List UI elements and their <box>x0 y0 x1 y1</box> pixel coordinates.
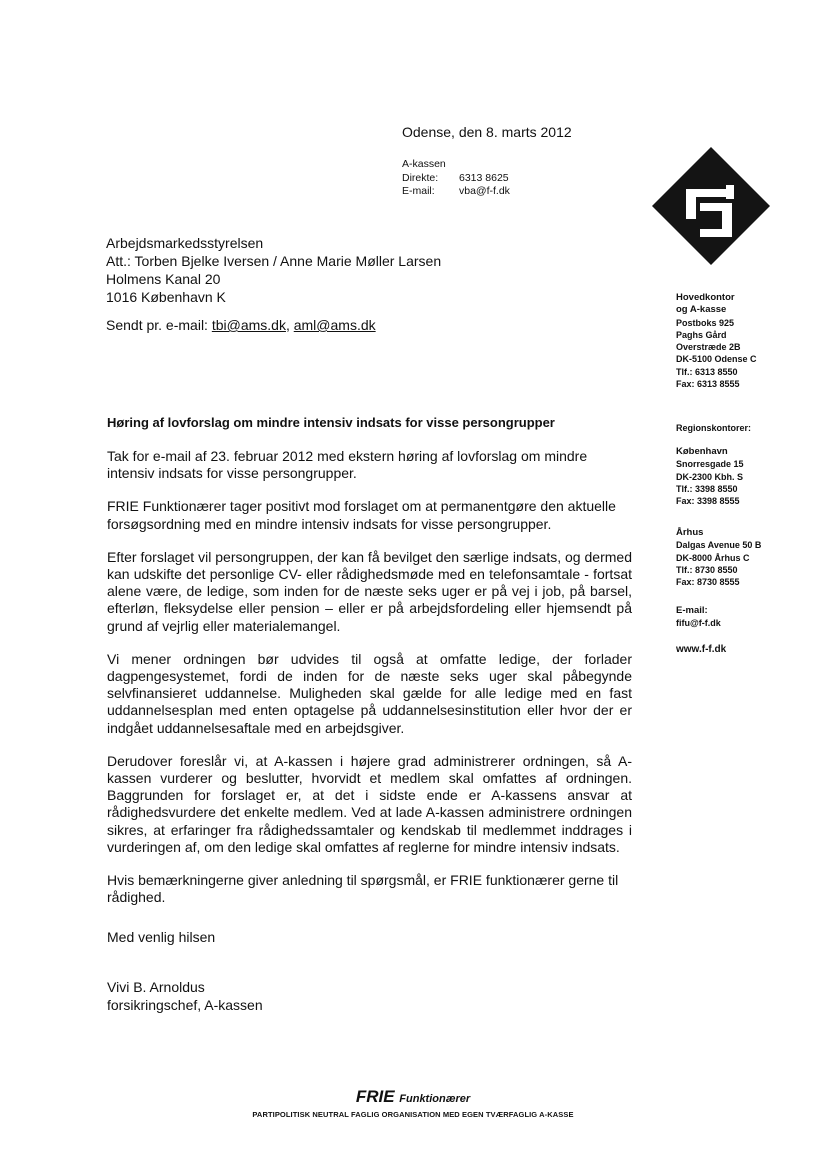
sidebar-aarhus-office <box>676 527 761 588</box>
sidebar-line: DK-8000 Århus C <box>676 552 750 563</box>
recipient-line: 1016 København K <box>106 289 226 305</box>
email-label: E-mail: <box>402 185 435 197</box>
footer-brand-sub: Funktionærer <box>399 1093 471 1105</box>
direct-label: Direkte: <box>402 171 439 184</box>
recipient-address <box>106 234 441 306</box>
sender-department: A-kassen <box>402 158 446 170</box>
letter-subject: Høring af lovforslag om mindre intensiv indsats for visse persongrupper <box>107 415 555 430</box>
body-paragraph: FRIE Funktionærer tager positivt mod forslaget om at permanentgøre den aktuelle forsøgsordning med en mindre intensiv indsats for visse persongrupper. <box>107 498 616 532</box>
footer-brand-name: FRIE <box>355 1087 395 1106</box>
body-paragraph: Efter forslaget vil persongruppen, der kan få bevilget den særlige indsats, og dermed kan udskifte det personlige CV- eller rådighedsmøde med en telefonsamtale - fortsat alene være, de ledige, som inden for de næste seks uger er på vej i job, på barsel, efterløn, fleksydelse eller pension – eller er på arbejdsfordeling eller hjemsendt på grund af vejrlig eller materialemangel. <box>107 548 632 634</box>
sidebar-head-office <box>676 292 757 390</box>
signer-name: Vivi B. Arnoldus <box>107 979 205 995</box>
closing-greeting: Med venlig hilsen <box>107 929 216 945</box>
letter-date: Odense, den 8. marts 2012 <box>402 124 572 140</box>
sidebar-line: Paghs Gård <box>676 329 727 340</box>
email-link-aml[interactable]: aml@ams.dk <box>293 317 376 333</box>
sidebar-line: Overstræde 2B <box>676 342 741 353</box>
sidebar-website-link[interactable]: www.f-f.dk <box>676 644 727 655</box>
body-paragraph: Derudover foreslår vi, at A-kassen i højere grad administrerer ordningen, så A-kassen vurderer og beslutter, hvorvidt et medlem skal omfattes af ordningen. Baggrunden for forslaget er, at det i sidste ende er A-kassens ansvar at rådighedsvurdere det enkelte medlem. Ved at lade A-kassen administrere ordningen sikres, at erfaringer fra rådighedssamtaler og kendskab til medlemmet inddrages i vurderingen af, om den ledige skal omfattes af reglerne for mindre intensiv indsats. <box>107 752 632 855</box>
recipient-line: Arbejdsmarkedsstyrelsen <box>106 235 264 251</box>
sidebar-line: Dalgas Avenue 50 B <box>676 540 762 551</box>
frie-logo-icon <box>650 145 772 267</box>
sidebar-line: Fax: 3398 8555 <box>676 496 740 507</box>
sidebar-line: og A-kasse <box>676 304 727 316</box>
body-paragraph: Tak for e-mail af 23. februar 2012 med ekstern høring af lovforslag om mindre intensiv indsats for visse persongrupper. <box>107 448 588 482</box>
letter-body <box>107 448 632 922</box>
sidebar-line: Tlf.: 8730 8550 <box>676 564 738 575</box>
sidebar-copenhagen-office <box>676 446 744 507</box>
direct-phone-row <box>402 172 510 186</box>
direct-value: 6313 8625 <box>459 171 509 184</box>
recipient-line: Att.: Torben Bjelke Iversen / Anne Marie Møller Larsen <box>106 253 442 269</box>
sidebar-line: DK-5100 Odense C <box>676 354 757 365</box>
footer-brand <box>0 1087 826 1107</box>
sent-prefix: Sendt pr. e-mail: <box>106 317 208 333</box>
sidebar-line: Tlf.: 6313 8550 <box>676 366 738 377</box>
footer-tagline: PARTIPOLITISK NEUTRAL FAGLIG ORGANISATION MED EGEN TVÆRFAGLIG A-KASSE <box>252 1110 574 1119</box>
sidebar-line: Århus <box>676 527 704 538</box>
sidebar-line: Fax: 8730 8555 <box>676 577 740 588</box>
sidebar-email-link[interactable]: fifu@f-f.dk <box>676 618 721 629</box>
sidebar-line: Fax: 6313 8555 <box>676 379 740 390</box>
signature-block <box>107 978 263 1014</box>
sidebar-line: København <box>676 446 728 457</box>
email-link-tbi[interactable]: tbi@ams.dk <box>211 317 286 333</box>
sidebar-regional-heading: Regionskontorer: <box>676 423 752 433</box>
sidebar-line: Snorresgade 15 <box>676 459 744 470</box>
email-row <box>402 185 510 199</box>
recipient-line: Holmens Kanal 20 <box>106 271 221 287</box>
body-paragraph: Vi mener ordningen bør udvides til også at omfatte ledige, der forlader dagpengesystemet, fordi de inden for de næste seks uger skal påbegynde selvfinansieret uddannelse. Muligheden skal gælde for alle ledige med en fast uddannelsesplan med enten optagelse på uddannelsesinstitution eller hvor der er indgået uddannelsesaftale med en arbejdsgiver. <box>107 650 632 736</box>
sidebar-line: Hovedkontor <box>676 292 735 303</box>
sidebar-line: Tlf.: 3398 8550 <box>676 483 738 494</box>
sidebar-line: Postboks 925 <box>676 317 735 328</box>
sidebar-line: DK-2300 Kbh. S <box>676 471 744 482</box>
sidebar-line: E-mail: <box>676 605 708 616</box>
email-value: vba@f-f.dk <box>459 185 510 197</box>
sender-contact <box>402 158 510 199</box>
sidebar-email <box>676 605 721 630</box>
signer-title: forsikringschef, A-kassen <box>107 997 263 1013</box>
email-separator: , <box>285 317 290 333</box>
sent-by-email <box>106 317 376 333</box>
body-paragraph: Hvis bemærkningerne giver anledning til spørgsmål, er FRIE funktionærer gerne til rådighed. <box>107 872 619 906</box>
